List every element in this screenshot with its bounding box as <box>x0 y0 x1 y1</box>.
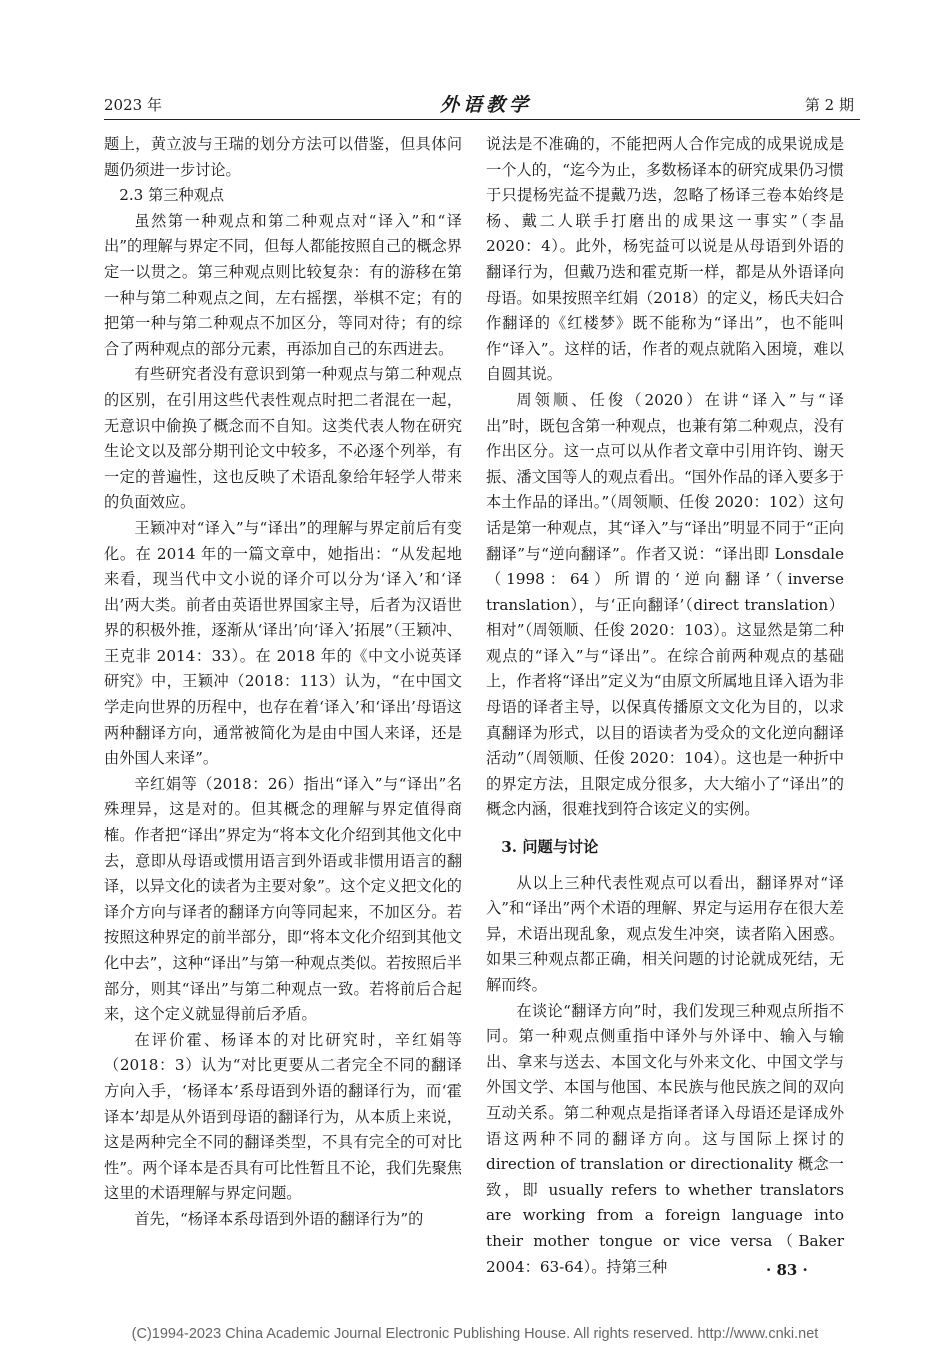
header-rule <box>104 119 860 120</box>
right-column <box>486 132 844 1280</box>
page-header <box>0 0 950 122</box>
copyright-footer: (C)1994-2023 China Academic Journal Electronic Publishing House. All rights reserved. http://www.cnki.net <box>131 1326 819 1342</box>
paragraph: 说法是不准确的，不能把两人合作完成的成果说成是一个人的，“迄今为止，多数杨译本的研究成果仍习惯于只提杨宪益不提戴乃迭，忽略了杨译三卷本始终是杨、戴二人联手打磨出的成果这一事实”（李晶 2020：4）。此外，杨宪益可以说是从母语到外语的翻译行为，但戴乃迭和霍克斯一样，都是从外语译向母语。如果按照辛红娟（2018）的定义，杨氏夫妇合作翻译的《红楼梦》既不能称为“译出”，也不能叫作“译入”。这样的话，作者的观点就陷入困境，难以自圆其说。 <box>486 135 844 384</box>
paragraph: 在评价霍、杨译本的对比研究时，辛红娟等（2018：3）认为“对比更要从二者完全不同的翻译方向入手，‘杨译本’系母语到外语的翻译行为，而‘霍译本’却是从外语到母语的翻译行为，从本质上来说，这是两种完全不同的翻译类型，不具有完全的可对比性”。两个译本是否具有可比性暂且不论，我们先聚焦这里的术语理解与界定问题。 <box>104 1030 462 1203</box>
paragraph: 王颖冲对“译入”与“译出”的理解与界定前后有变化。在 2014 年的一篇文章中，她指出：“从发起地来看，现当代中文小说的译介可以分为‘译入’和‘译出’两大类。前者由英语世界国家主导，后者为汉语世界的积极外推，逐渐从‘译出’向‘译入’拓展”（王颖冲、王克非 2014：33）。在 2018 年的《中文小说英译研究》中，王颖冲（2018：113）认为，“在中国文学走向世界的历程中，也存在着‘译入’和‘译出’母语这两种翻译方向，通常被简化为是由中国人来译，还是由外国人来译”。 <box>104 518 462 768</box>
paragraph: 题上，黄立波与王瑞的划分方法可以借鉴，但具体问题仍须进一步讨论。 <box>104 135 462 179</box>
paragraph: 有些研究者没有意识到第一种观点与第二种观点的区别，在引用这些代表性观点时把二者混在一起，无意识中偷换了概念而不自知。这类代表人物在研究生论文以及部分期刊论文中较多，不必逐个列举，有一定的普遍性，这也反映了术语乱象给年轻学人带来的负面效应。 <box>104 365 462 512</box>
paragraph: 在谈论“翻译方向”时，我们发现三种观点所指不同。第一种观点侧重指中译外与外译中、输入与输出、拿来与送去、本国文化与外来文化、中国文学与外国文学、本国与他国、本民族与他民族之间的双向互动关系。第二种观点是指译者译入母语还是译成外语这两种不同的翻译方向。这与国际上探讨的 direction of translation or directionality 概念一致，即 usually refers to whether translators are working from a foreign language into their mother tongue or vice versa（Baker 2004：63-64）。持第三种 <box>486 1001 844 1276</box>
section-heading: 3. 问题与讨论 <box>501 838 599 857</box>
page-number: · 83 · <box>766 1261 808 1279</box>
journal-logo: 外语教学 <box>440 94 533 116</box>
header-issue: 第 2 期 <box>804 96 854 114</box>
paragraph: 辛红娟等（2018：26）指出“译入”与“译出”名殊理异，这是对的。但其概念的理解与界定值得商榷。作者把“译出”界定为“将本文化介绍到其他文化中去，意即从母语或惯用语言到外语或非惯用语言的翻译，以异文化的读者为主要对象”。这个定义把文化的译介方向与译者的翻译方向等同起来，不加区分。若按照这种界定的前半部分，即“将本文化介绍到其他文化中去”，这种“译出”与第一种观点类似。若按照后半部分，则其“译出”与第二种观点一致。若将前后合起来，这个定义就显得前后矛盾。 <box>104 774 462 1024</box>
header-year: 2023 年 <box>104 96 162 114</box>
paragraph: 从以上三种代表性观点可以看出，翻译界对“译入”和“译出”两个术语的理解、界定与运用存在很大差异，术语出现乱象，观点发生冲突，读者陷入困惑。如果三种观点都正确，相关问题的讨论就成死结，无解而终。 <box>486 873 844 994</box>
paragraph: 虽然第一种观点和第二种观点对“译入”和“译出”的理解与界定不同，但每人都能按照自己的概念界定一以贯之。第三种观点则比较复杂：有的游移在第一种与第二种观点之间，左右摇摆，举棋不定；有的把第一种与第二种观点不加区分，等同对待；有的综合了两种观点的部分元素，再添加自己的东西进去。 <box>104 211 462 358</box>
paragraph: 首先，“杨译本系母语到外语的翻译行为”的 <box>134 1209 424 1228</box>
paragraph: 周领顺、任俊（2020）在讲“译入”与“译出”时，既包含第一种观点，也兼有第二种观点，没有作出区分。这一点可以从作者文章中引用许钧、谢天振、潘文国等人的观点看出。“国外作品的译入要多于本土作品的译出。”（周领顺、任俊 2020：102）这句话是第一种观点，其“译入”与“译出”明显不同于“正向翻译”与“逆向翻译”。作者又说：“译出即 Lonsdale（1998：64）所谓的‘逆向翻译’（inverse translation），与‘正向翻译’（direct translation）相对”（周领顺、任俊 2020：103）。这显然是第二种观点的“译入”与“译出”。在综合前两种观点的基础上，作者将“译出”定义为“由原文所属地且译入语为非母语的译者主导，以保真传播原文文化为目的，以求真翻译为形式，以目的语读者为受众的文化逆向翻译活动”（周领顺、任俊 2020：104）。这也是一种折中的界定方法，且限定成分很多，大大缩小了“译出”的概念内涵，很难找到符合该定义的实例。 <box>486 390 844 819</box>
subsection-heading: 2.3 第三种观点 <box>119 186 225 205</box>
left-column <box>104 132 462 1233</box>
